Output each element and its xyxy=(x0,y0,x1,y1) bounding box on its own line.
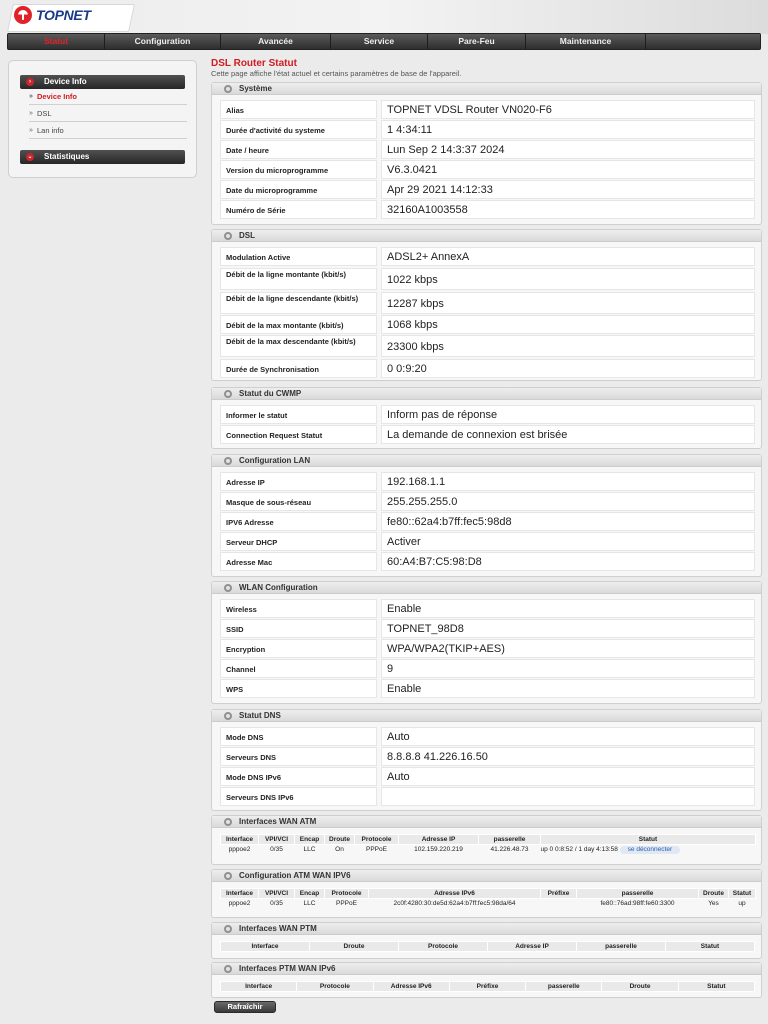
row-value: Enable xyxy=(381,679,755,698)
sidebar-group-label: Statistiques xyxy=(44,152,90,161)
info-row xyxy=(220,619,755,638)
row-value: 1068 kbps xyxy=(381,315,755,334)
info-row xyxy=(220,268,755,290)
row-label: Mode DNS IPv6 xyxy=(220,767,377,786)
page-description: Cette page affiche l'état actuel et certains paramètres de base de l'appareil. xyxy=(211,69,462,78)
column-header: Adresse IP xyxy=(399,835,479,845)
disconnect-button[interactable]: se déconnecter xyxy=(620,846,680,854)
section-dsl xyxy=(211,229,762,381)
section-header xyxy=(212,230,761,242)
column-header: Protocole xyxy=(399,942,488,952)
gear-icon xyxy=(224,390,232,398)
column-header: Encap xyxy=(295,835,325,845)
info-row xyxy=(220,552,755,571)
column-header: VPI/VCI xyxy=(259,835,295,845)
row-value: V6.3.0421 xyxy=(381,160,755,179)
nav-maintenance[interactable]: Maintenance xyxy=(526,34,646,49)
info-row xyxy=(220,359,755,378)
row-value: 192.168.1.1 xyxy=(381,472,755,491)
row-label: Alias xyxy=(220,100,377,119)
section-title: Interfaces WAN ATM xyxy=(239,817,317,826)
row-value: Activer xyxy=(381,532,755,551)
sidebar xyxy=(8,60,197,178)
refresh-button[interactable]: Rafraîchir xyxy=(214,1001,276,1013)
column-header: Préfixe xyxy=(449,982,525,992)
column-header: Interface xyxy=(221,889,259,899)
info-row xyxy=(220,140,755,159)
info-row xyxy=(220,160,755,179)
info-row xyxy=(220,335,755,357)
column-header: Droute xyxy=(310,942,399,952)
row-label: Masque de sous-réseau xyxy=(220,492,377,511)
info-row xyxy=(220,532,755,551)
row-value: 1022 kbps xyxy=(381,268,755,290)
info-row xyxy=(220,180,755,199)
section-systeme xyxy=(211,82,762,225)
row-label: Serveurs DNS xyxy=(220,747,377,766)
column-header: Droute xyxy=(699,889,729,899)
section-header xyxy=(212,870,761,882)
section-title: Statut du CWMP xyxy=(239,389,302,398)
sidebar-group-label: Device Info xyxy=(44,77,87,86)
row-label: IPV6 Adresse xyxy=(220,512,377,531)
column-header: passerelle xyxy=(479,835,541,845)
section-title: Statut DNS xyxy=(239,711,281,720)
row-value: 23300 kbps xyxy=(381,335,755,357)
row-value: TOPNET VDSL Router VN020-F6 xyxy=(381,100,755,119)
section-title: Configuration LAN xyxy=(239,456,311,465)
row-label: Mode DNS xyxy=(220,727,377,746)
table-header-row xyxy=(221,835,756,845)
column-header: Préfixe xyxy=(541,889,577,899)
row-label: Wireless xyxy=(220,599,377,618)
info-row xyxy=(220,120,755,139)
nav-pare-feu[interactable]: Pare-Feu xyxy=(428,34,526,49)
wan-atm-ipv6-table xyxy=(220,888,756,909)
cell-vpivci: 0/35 xyxy=(270,900,283,908)
nav-statut[interactable]: Statut xyxy=(8,34,105,49)
section-header xyxy=(212,963,761,975)
section-header xyxy=(212,816,761,828)
nav-service[interactable]: Service xyxy=(331,34,428,49)
row-label: Serveur DHCP xyxy=(220,532,377,551)
sidebar-item-dsl[interactable]: » DSL xyxy=(29,105,187,122)
row-label: Débit de la max descendante (kbit/s) xyxy=(220,335,377,357)
section-header xyxy=(212,455,761,467)
row-label: Adresse Mac xyxy=(220,552,377,571)
sidebar-item-lan-info[interactable]: » Lan info xyxy=(29,122,187,139)
row-label: SSID xyxy=(220,619,377,638)
section-header xyxy=(212,83,761,95)
section-lan xyxy=(211,454,762,577)
row-label: Débit de la ligne montante (kbit/s) xyxy=(220,268,377,290)
nav-configuration[interactable]: Configuration xyxy=(105,34,221,49)
gear-icon xyxy=(224,85,232,93)
page-title: DSL Router Statut xyxy=(211,58,297,69)
sidebar-group-statistiques[interactable] xyxy=(20,150,185,164)
column-header: Interface xyxy=(221,835,259,845)
row-label: Informer le statut xyxy=(220,405,377,424)
row-label: Modulation Active xyxy=(220,247,377,266)
section-header xyxy=(212,710,761,722)
gear-icon xyxy=(224,584,232,592)
info-row xyxy=(220,315,755,334)
row-label: Connection Request Statut xyxy=(220,425,377,444)
info-row xyxy=(220,599,755,618)
column-header: Statut xyxy=(678,982,754,992)
section-title: Configuration ATM WAN IPV6 xyxy=(239,871,351,880)
row-value: 32160A1003558 xyxy=(381,200,755,219)
info-row xyxy=(220,472,755,491)
row-value: Enable xyxy=(381,599,755,618)
row-label: Adresse IP xyxy=(220,472,377,491)
info-row xyxy=(220,659,755,678)
column-header: passerelle xyxy=(577,942,666,952)
cell-passerelle: 41.226.48.73 xyxy=(490,846,529,854)
main-nav xyxy=(7,33,761,50)
column-header: Interface xyxy=(221,982,297,992)
cell-interface: pppoe2 xyxy=(228,846,251,854)
section-wan-atm-ipv6 xyxy=(211,869,762,918)
table-header-row xyxy=(221,982,755,992)
column-header: Droute xyxy=(602,982,678,992)
row-label: Date du microprogramme xyxy=(220,180,377,199)
table-header-row xyxy=(221,889,756,899)
info-row xyxy=(220,492,755,511)
column-header: passerelle xyxy=(577,889,699,899)
table-row xyxy=(221,845,756,855)
table-row xyxy=(221,899,756,909)
info-row xyxy=(220,787,755,806)
table-header-row xyxy=(221,942,755,952)
info-row xyxy=(220,512,755,531)
gear-icon xyxy=(224,965,232,973)
row-value: Inform pas de réponse xyxy=(381,405,755,424)
info-row xyxy=(220,100,755,119)
column-header: Interface xyxy=(221,942,310,952)
column-header: Statut xyxy=(729,889,756,899)
info-row xyxy=(220,200,755,219)
section-wlan xyxy=(211,581,762,704)
row-label: WPS xyxy=(220,679,377,698)
row-value: ADSL2+ AnnexA xyxy=(381,247,755,266)
cell-statut: up xyxy=(738,900,746,908)
row-label: Channel xyxy=(220,659,377,678)
section-title: Interfaces PTM WAN IPv6 xyxy=(239,964,336,973)
info-row xyxy=(220,767,755,786)
column-header: VPI/VCI xyxy=(259,889,295,899)
gear-icon xyxy=(224,925,232,933)
section-wan-ptm xyxy=(211,922,762,959)
cell-statut xyxy=(541,845,756,855)
column-header: Encap xyxy=(295,889,325,899)
info-row xyxy=(220,639,755,658)
row-value: Apr 29 2021 14:12:33 xyxy=(381,180,755,199)
row-value: Lun Sep 2 14:3:37 2024 xyxy=(381,140,755,159)
column-header: Statut xyxy=(541,835,756,845)
cell-droute: On xyxy=(335,846,344,854)
section-dns xyxy=(211,709,762,811)
gear-icon xyxy=(224,457,232,465)
info-row xyxy=(220,727,755,746)
column-header: Protocole xyxy=(325,889,369,899)
info-row xyxy=(220,292,755,314)
info-row xyxy=(220,405,755,424)
row-value: fe80::62a4:b7ff:fec5:98d8 xyxy=(381,512,755,531)
column-header: passerelle xyxy=(526,982,602,992)
row-value: 12287 kbps xyxy=(381,292,755,314)
gear-icon xyxy=(224,232,232,240)
wan-ptm-table xyxy=(220,941,755,952)
section-header xyxy=(212,582,761,594)
cell-encap: LLC xyxy=(303,846,316,854)
column-header: Adresse IPv6 xyxy=(373,982,449,992)
cell-prefixe xyxy=(541,899,577,909)
row-value xyxy=(381,787,755,806)
info-row xyxy=(220,747,755,766)
topnet-logo-icon xyxy=(14,6,32,24)
row-value: 8.8.8.8 41.226.16.50 xyxy=(381,747,755,766)
section-header xyxy=(212,923,761,935)
row-value: 255.255.255.0 xyxy=(381,492,755,511)
row-value: 60:A4:B7:C5:98:D8 xyxy=(381,552,755,571)
row-label: Encryption xyxy=(220,639,377,658)
wan-atm-table xyxy=(220,834,756,855)
section-title: Système xyxy=(239,84,272,93)
cell-interface: pppoe2 xyxy=(228,900,251,908)
column-header: Statut xyxy=(666,942,755,952)
status-text: up 0 0:8:52 / 1 day 4:13:58 xyxy=(540,845,618,853)
info-row xyxy=(220,425,755,444)
column-header: Droute xyxy=(325,835,355,845)
column-header: Protocole xyxy=(297,982,373,992)
section-title: DSL xyxy=(239,231,255,240)
column-header: Adresse IPv6 xyxy=(369,889,541,899)
row-value: WPA/WPA2(TKIP+AES) xyxy=(381,639,755,658)
row-label: Date / heure xyxy=(220,140,377,159)
row-value: 1 4:34:11 xyxy=(381,120,755,139)
cell-ipv6: 2c0f:4280:30:de5d:62a4:b7ff:fec5:98da/64 xyxy=(393,900,516,908)
ptm-ipv6-table xyxy=(220,981,755,992)
gear-icon xyxy=(224,712,232,720)
info-row xyxy=(220,247,755,266)
row-label: Numéro de Série xyxy=(220,200,377,219)
cell-droute: Yes xyxy=(708,900,719,908)
gear-icon xyxy=(224,872,232,880)
sidebar-item-device-info[interactable]: » Device Info xyxy=(29,88,187,105)
column-header: Protocole xyxy=(355,835,399,845)
section-title: WLAN Configuration xyxy=(239,583,318,592)
row-label: Durée d'activité du systeme xyxy=(220,120,377,139)
topnet-logo[interactable] xyxy=(14,6,91,24)
row-value: 0 0:9:20 xyxy=(381,359,755,378)
row-label: Débit de la ligne descendante (kbit/s) xyxy=(220,292,377,314)
cell-passerelle: fe80::76ad:98ff:fe60:3300 xyxy=(600,900,675,908)
row-value: TOPNET_98D8 xyxy=(381,619,755,638)
row-value: Auto xyxy=(381,767,755,786)
row-value: La demande de connexion est brisée xyxy=(381,425,755,444)
row-label: Durée de Synchronisation xyxy=(220,359,377,378)
row-value: Auto xyxy=(381,727,755,746)
section-wan-atm xyxy=(211,815,762,865)
nav-avancee[interactable]: Avancée xyxy=(221,34,331,49)
cell-vpivci: 0/35 xyxy=(270,846,283,854)
cell-protocole: PPPoE xyxy=(366,846,387,854)
section-ptm-ipv6 xyxy=(211,962,762,998)
chevron-down-icon: ⌄ xyxy=(27,154,33,160)
sidebar-group-device-info[interactable] xyxy=(20,75,185,89)
row-value: 9 xyxy=(381,659,755,678)
section-cwmp xyxy=(211,387,762,449)
row-label: Serveurs DNS IPv6 xyxy=(220,787,377,806)
row-label: Version du microprogramme xyxy=(220,160,377,179)
section-title: Interfaces WAN PTM xyxy=(239,924,317,933)
column-header: Adresse IP xyxy=(488,942,577,952)
cell-protocole: PPPoE xyxy=(336,900,357,908)
cell-encap: LLC xyxy=(303,900,316,908)
chevron-right-icon: › xyxy=(26,78,34,86)
logo-text: TOPNET xyxy=(36,7,91,23)
gear-icon xyxy=(224,818,232,826)
row-label: Débit de la max montante (kbit/s) xyxy=(220,315,377,334)
info-row xyxy=(220,679,755,698)
cell-ip: 102.159.220.219 xyxy=(414,846,463,854)
section-header xyxy=(212,388,761,400)
